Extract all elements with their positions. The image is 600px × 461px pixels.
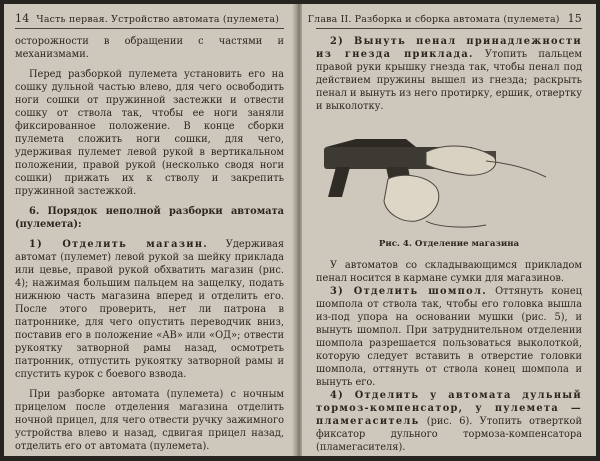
step-1-paragraph <box>15 238 284 381</box>
figure-caption: Рис. 4. Отделение магазина <box>378 239 520 249</box>
step-1-title: 1) Отделить магазин. <box>29 239 209 250</box>
rifle-magazine-illustration <box>316 117 582 237</box>
page-number-right: 15 <box>567 12 582 25</box>
step-4-paragraph <box>316 389 582 454</box>
left-page <box>4 4 296 456</box>
section-heading: 6. Порядок неполной разборки автомата (пулемета): <box>15 206 284 230</box>
running-head-left: Часть первая. Устройство автомата (пулемета) <box>36 14 280 25</box>
sleeve-line <box>426 221 486 227</box>
left-page-header <box>15 12 284 29</box>
figure-4-illustration <box>316 117 582 237</box>
step-2-text: Утопить пальцем правой руки крышку гнезда так, чтобы пенал под действием пружины вышел из гнезда; раскрыть пенал и вынуть из него протирку, ершик, отвертку и выколотку. <box>316 49 582 112</box>
paragraph-folding-stock: У автоматов со складывающимся прикладом пенал носится в кармане сумки для магазинов. <box>316 260 582 284</box>
paragraph-night-sight: При разборке автомата (пулемета) с ночным прицелом после отделения магазина отделить ночной прицел, для чего отвести ручку зажимного устройства влево и назад, сдвигая прицел назад, отделить его от автомата (пулемета). <box>15 389 284 452</box>
step-2-paragraph <box>316 35 582 113</box>
right-hand-shape <box>384 175 439 221</box>
dust-cover-shape <box>326 139 416 147</box>
right-page-header <box>307 12 582 29</box>
step-4-title: 4) Отделить у автомата дульный тормоз-компенсатор, у пулемета — пламегаситель <box>316 390 582 427</box>
page-number-left: 14 <box>15 12 30 25</box>
pistol-grip-shape <box>328 167 350 197</box>
step-2-title: 2) Вынуть пенал принадлежности из гнезда приклада. <box>316 36 582 60</box>
step-1-text: Удерживая автомат (пулемет) левой рукой за шейку приклада или цевье, правой рукой обхватить магазин (рис. 4); нажимая большим пальцем на защелку, подать нижнюю часть магазина вперед и отделить его. После этого проверить, нет ли патрона в патроннике, для чего опустить переводчик вниз, поставив его в положение «АВ» или «ОД»; отвести рукоятку затворной рамы назад, осмотреть патронник, отпустить рукоятку затворной рамы и спустить курок с боевого взвода. <box>15 239 284 380</box>
right-page <box>302 4 596 456</box>
step-3-text: Оттянуть конец шомпола от ствола так, чтобы его головка вышла из-под упора на основании мушки (рис. 5), и вынуть шомпол. При затруднительном отделении шомпола разрешается пользоваться выколоткой, которую следует вставить в отверстие головки шомпола, оттянуть от ствола конец шомпола и вынуть его. <box>316 286 582 388</box>
running-head-right: Глава II. Разборка и сборка автомата (пулемета) <box>307 14 560 25</box>
step-4-text: (рис. 6). Утопить отверткой фиксатор дульного тормоза-компенсатора (пламегасителя). <box>316 416 582 453</box>
paragraph-bipod: Перед разборкой пулемета установить его на сошку дульной частью влево, для чего освободить ноги сошки от пружинной застежки и отвести сошку от ствола так, чтобы ее ноги заняли фиксированное положение. В конце сборки пулемета сложить ноги сошки, для чего, удерживая пулемет левой рукой в вертикальном положении, правой рукой (несколько сводя ноги сошки) прижать их к стволу и закрепить пружинной застежкой. <box>15 69 284 197</box>
left-hand-shape <box>426 146 496 175</box>
paragraph-continuation: осторожности в обращении с частями и механизмами. <box>15 36 284 60</box>
step-3-title: 3) Отделить шомпол. <box>330 286 487 297</box>
step-3-paragraph <box>316 285 582 389</box>
